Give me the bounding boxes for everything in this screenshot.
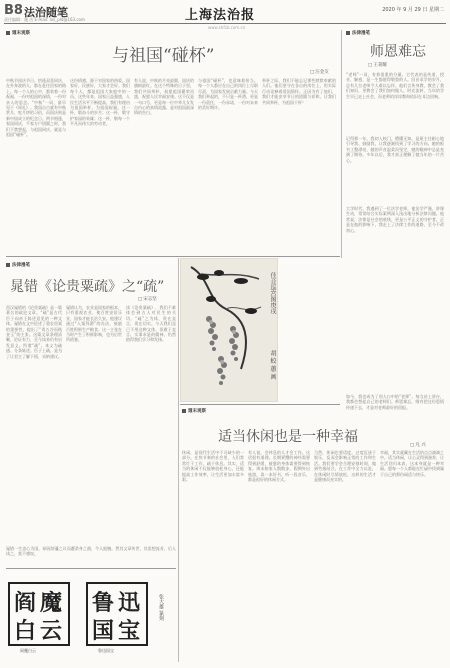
header-rule [4,23,446,24]
seal2-char1: 鲁 [92,590,115,616]
article3-label: 法律漫笔 [6,262,30,268]
article3-byline: □ 宋志坚 [138,296,157,302]
article1-label: 週末观察 [6,30,30,36]
seal1-char1: 阎 [14,590,37,616]
seal1-char2: 魔 [40,590,63,616]
newspaper-logo: 上海法治报 [185,8,256,23]
article2-label: 法律漫笔 [346,30,370,36]
article4-col1: 休闲，是现代生活中不可缺少的一部分。在快节奏的社会里，人们常常忙于工作，疏于休息。其实，适当的休闲不仅能够放松身心，还能提高工作效率，让生活更加丰富多彩。 [182,450,244,483]
seal1-char3: 白 [14,618,37,644]
article3-col3: 读《论贵粟疏》，我们不难体会到古人对民生的关切。“疏”之为体，贵在直言，贵在切实。今天我们虽已不用这种文体，但敢于直言、实事求是的精神，仍然值得我们学习和发扬。 [126,305,176,343]
site-url: www.shfzb.com.cn [208,25,246,30]
lower-column-divider [178,258,179,662]
seal-artist-credit: 张大雄 篆刻 [158,594,164,621]
article1-title: 与祖国“碰杯” [112,46,215,66]
article1-col4: 与祖国“碰杯”，也意味着担当。每一个人都应在自己的岗位上尽职尽责，为国家发展贡献力量。今天我们举起的，不只是一杯酒，更是一份责任，一份承诺，一份对未来的美好期许。 [198,78,258,111]
article2-title: 师恩难忘 [370,44,426,60]
column-divider [341,30,342,258]
editor-info: 责任编辑：施 洁 E-mail: lxs_pld@163.com [4,17,85,22]
seal2-caption: 鲁迅国宝 [98,648,114,653]
seal-divider [6,568,176,569]
article4-col2: 有人说，会休息的人才会工作。这话很有道理。长期紧绷的神经需要得到舒缓，疲惫的身体需要得到恢复。周末陪家人散散步，假期外出旅游，读一本好书，听一段音乐，都是很好的休闲方式。 [248,450,310,483]
article1-byline: □ 汪金友 [310,69,329,75]
seal2-char3: 国 [92,618,115,644]
wisteria-painting [180,258,278,402]
article2-para1: “老师”一词，有着很重的分量。它代表的是传道、授业、解惑，是一生都值得敬重的人。回首求学的岁月，总有几位老师令人难以忘怀。他们言传身教，教会了我们知识，更教会了我们如何做人。时光流转，当年的学生早已走上社会，而老师的谆谆教诲依旧在耳边回响。 [346,72,444,99]
article4-label: 週末观察 [182,408,206,414]
seal2-char2: 迅 [118,590,141,616]
article3-title: 晁错《论贵粟疏》之“疏” [10,279,165,295]
article4-col4: 幸福，其实就藏在生活的点点滴滴之中。适当休闲，让心灵得到滋养，让生活回归本真，这本身就是一种幸福。愿每一个人都能在忙碌中找到属于自己的那份闲适与快乐。 [380,450,444,477]
issue-date: 2020 年 9 月 29 日 星期二 [382,7,444,13]
article4-byline: □ 凡 兴 [410,442,426,448]
article4-title: 适当休闲也是一种幸福 [218,429,358,445]
seal2-char4: 宝 [118,618,141,644]
article1-col3: 有人说，中秋的月亮最圆，国庆的旗帜最红。在这个特殊的日子里，我们共同举杯，祝愿祖国繁荣昌盛，祝愿人民幸福安康。这不仅是一句口号，更是每一位中华儿女发自内心的真情流露，是对祖国最深情的告白。 [134,78,194,116]
seal-stamp-2 [86,582,148,646]
painting-inscription: 佳音巡宫图庚戌 [269,272,276,314]
article1-col1: 中秋节国庆节日，恰逢双喜同庆，在外奔波的人，都在赶往回家的路上。每一个人的心中，都装着一份祝福，一份对祖国的深情，一份对亲人的思念。“中秋”一词，最早见于《周礼》。我国自古就有中秋赏月、吃月饼的习俗，而国庆则是新中国成立的纪念日。两节相逢，家国同庆，千家万户团圆之时，我们不禁想起，与祖国同庆，就是与祖国“碰杯”。 [6,78,66,138]
article2-byline: □ 王秉耀 [368,62,387,68]
article1-col5: 举杯之际，我们不能忘记那些默默奉献的人们。他们坚守在各自的岗位上，用实际行动诠释着爱国情怀。正因为有了他们，我们才能安享节日的团圆与祥和。让我们共同举杯，为祖国干杯！ [262,78,336,105]
seal1-char4: 云 [40,618,63,644]
seal-stamp-1 [8,582,70,646]
section-divider-2 [180,404,340,405]
article2-para3: 大学时代，我遇到了一位法学老师。他治学严谨，讲课生动，常常结合实际案例深入浅出地分析法律问题。他常说，法律是社会的底线，更是公平正义的守护者。正是在他的影响下，我走上了法律工作的道路，至今不改初心。 [346,206,444,233]
article2-para2: 记得那一年，我初入校门，懵懂无知。是班主任耐心地引导我、鼓励我，让我逐渐找到了学习的方向。她的板书工整漂亮，她的声音温柔而坚定，她的眼神中总是充满了期待。多年以后，我才真正理解了她当年的一片苦心。 [346,136,444,163]
seal1-caption: 阎魔白云 [20,648,36,653]
article1-col2: 这份情感，源于对国家的热爱。国家好，民族好，大家才会好。我们每个人，都是祖国大家庭中的一员。这些年来，国家日益强盛，人民生活水平不断提高，我们有理由为祖国举杯，为祖国祝福。这一杯，敬奋斗的岁月；这一杯，敬守护家园的英雄；这一杯，敬每一个平凡而伟大的劳动者。 [70,78,130,127]
page-number: B8 [4,3,23,18]
painting-artwork [181,259,277,401]
article4-col3: 当然，休闲也要适度。过度沉迷于娱乐，反而会影响正常的工作和生活。我们要学会合理安排时间，做到劳逸结合。在工作中全力以赴，在休闲时尽情放松，这样的生活才是健康而充实的。 [314,450,376,483]
section-divider [6,256,340,257]
painting-signature: 胡 蛟 蕙 画 [269,350,276,380]
article3-col4: 晁错一生忠心为国，却因削藩之议而遭杀身之祸，令人扼腕。然其文章传世，其思想流芳，后人读之，莫不感叹。 [6,546,176,557]
section-title: 法治随笔 [24,6,68,19]
article2-para4: 如今，我也成为了别人口中的“老师”。每当站上讲台，我都会想起自己的老师们。师恩难忘，唯有把这份恩情传递下去，才是对老师最好的回报。 [346,394,444,410]
article3-col2: 晁错认为，农业是国家的根本，只有重视农业，使百姓安居乐业，国家才能长治久安。他建议通过“入粟拜爵”的办法，鼓励百姓积极生产粮食。这一主张在当时产生了积极影响，也为后世所借鉴。 [66,305,122,343]
article3-col1: 西汉晁错的《论贵粟疏》是一篇著名的政论文章。“疏”是古代臣子向帝王陈述意见的一种文体。晁错在文中论述了重农贵粟的重要性，提出了“贵五谷而贱金玉”的主张。这篇文章条理清晰，论证有力，至今读来仍有启发意义。所谓“疏”，本义为疏通、分条陈述。臣子上疏，是为了让君主了解下情，采纳建议。 [6,305,62,359]
